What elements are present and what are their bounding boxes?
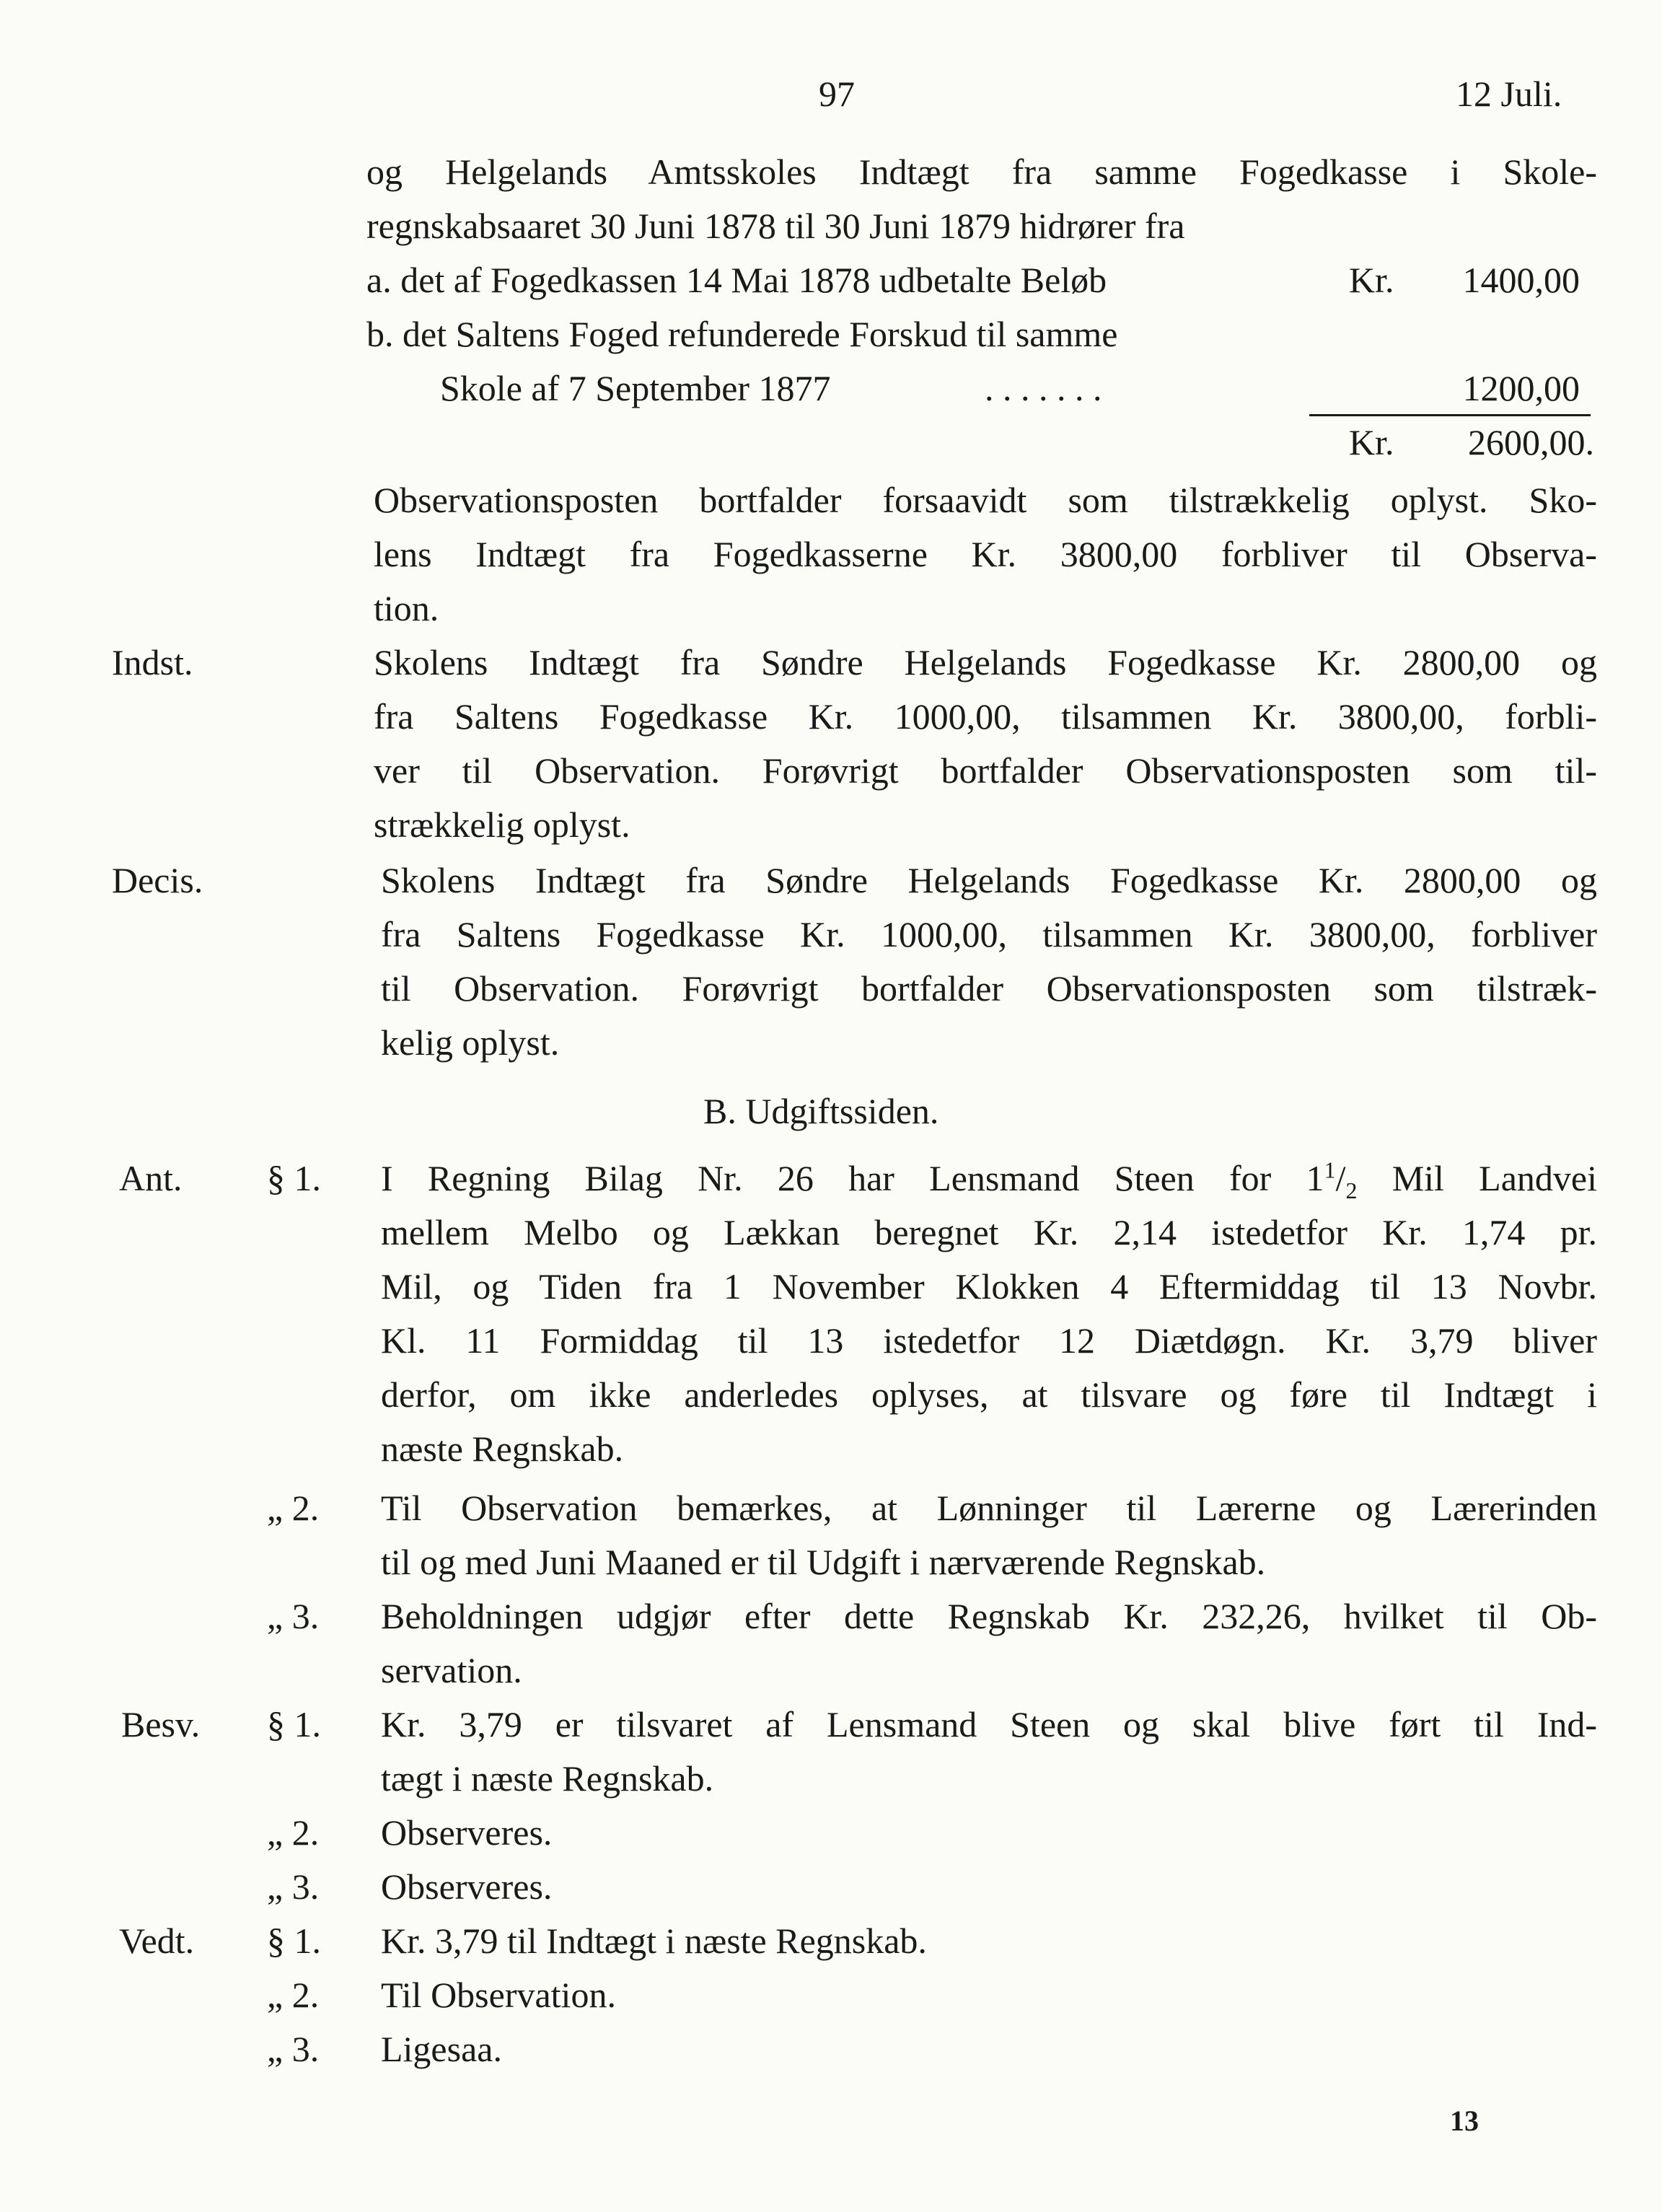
body-line: Observeres. xyxy=(381,1866,553,1907)
paragraph-mark: „ 3. xyxy=(267,1866,320,1907)
dot-leader: . . . . . . . xyxy=(985,368,1102,408)
paragraph-mark: „ 3. xyxy=(267,1596,320,1636)
total-amount: 2600,00. xyxy=(1468,422,1594,462)
item-a-text: a. det af Fogedkassen 14 Mai 1878 udbetalte Beløb xyxy=(366,260,1107,300)
body-line: Til Observation. xyxy=(381,1975,616,2015)
body-line: Kl. 11 Formiddag til 13 istedetfor 12 Diætdøgn. Kr. 3,79 bliver xyxy=(381,1320,1597,1361)
body-line: Skolens Indtægt fra Søndre Helgelands Fogedkasse Kr. 2800,00 og xyxy=(381,860,1597,900)
margin-label-indst: Indst. xyxy=(112,642,193,683)
body-line: Kr. 3,79 til Indtægt i næste Regnskab. xyxy=(381,1921,927,1961)
body-line: Skolens Indtægt fra Søndre Helgelands Fogedkasse Kr. 2800,00 og xyxy=(374,642,1597,683)
body-line: ver til Observation. Forøvrigt bortfalder Observationsposten som til- xyxy=(374,750,1597,791)
sum-rule xyxy=(1309,414,1591,416)
body-line: strækkelig oplyst. xyxy=(374,804,630,845)
body-line: Mil, og Tiden fra 1 November Klokken 4 Eftermiddag til 13 Novbr. xyxy=(381,1266,1597,1307)
item-a-amount: 1400,00 xyxy=(1462,260,1580,300)
margin-label-ant: Ant. xyxy=(119,1158,183,1198)
total-kr: Kr. xyxy=(1349,422,1394,462)
body-line: næste Regnskab. xyxy=(381,1428,624,1469)
margin-label-besv: Besv. xyxy=(121,1704,201,1744)
body-line: lens Indtægt fra Fogedkasserne Kr. 3800,00 forbliver til Observa- xyxy=(374,534,1597,574)
paragraph-mark: „ 2. xyxy=(267,1812,320,1853)
item-b-line: Skole af 7 September 1877 xyxy=(440,368,831,408)
body-line: Observationsposten bortfalder forsaavidt som tilstrækkelig oplyst. Sko- xyxy=(374,480,1597,520)
body-line: Observeres. xyxy=(381,1812,553,1853)
body-line: til Observation. Forøvrigt bortfalder Observationsposten som tilstræk- xyxy=(381,968,1597,1009)
margin-label-vedt: Vedt. xyxy=(119,1921,195,1961)
margin-label-decis: Decis. xyxy=(112,860,203,900)
body-line: regnskabsaaret 30 Juni 1878 til 30 Juni 1879 hidrører fra xyxy=(366,206,1185,246)
body-line: I Regning Bilag Nr. 26 har Lensmand Steen for $1^1/_2$ Mil Landvei xyxy=(381,1157,1598,1203)
body-line: mellem Melbo og Lækkan beregnet Kr. 2,14 istedetfor Kr. 1,74 pr. xyxy=(381,1212,1597,1252)
body-line: servation. xyxy=(381,1650,522,1690)
item-a-kr: Kr. xyxy=(1349,260,1394,300)
body-line: Beholdningen udgjør efter dette Regnskab Kr. 232,26, hvilket til Ob- xyxy=(381,1596,1597,1636)
body-line: kelig oplyst. xyxy=(381,1022,560,1063)
body-line: fra Saltens Fogedkasse Kr. 1000,00, tilsammen Kr. 3800,00, forbliver xyxy=(381,914,1597,954)
body-line: derfor, om ikke anderledes oplyses, at tilsvare og føre til Indtægt i xyxy=(381,1374,1597,1415)
paragraph-mark: § 1. xyxy=(267,1921,321,1961)
body-line: Ligesaa. xyxy=(381,2029,502,2069)
body-line: tægt i næste Regnskab. xyxy=(381,1758,714,1799)
body-line: til og med Juni Maaned er til Udgift i nærværende Regnskab. xyxy=(381,1542,1266,1582)
body-line: Kr. 3,79 er tilsvaret af Lensmand Steen og skal blive ført til Ind- xyxy=(381,1704,1597,1744)
paragraph-mark: § 1. xyxy=(267,1158,321,1198)
header-date: 12 Juli. xyxy=(1456,74,1562,114)
paragraph-mark: „ 2. xyxy=(267,1975,320,2015)
paragraph-mark: „ 2. xyxy=(267,1488,320,1528)
body-line: fra Saltens Fogedkasse Kr. 1000,00, tilsammen Kr. 3800,00, forbli- xyxy=(374,696,1597,737)
signature-mark: 13 xyxy=(1450,2105,1479,2137)
body-line: og Helgelands Amtsskoles Indtægt fra samme Fogedkasse i Skole- xyxy=(366,152,1597,192)
item-b-line: b. det Saltens Foged refunderede Forskud til samme xyxy=(366,314,1118,354)
body-line: tion. xyxy=(374,588,439,628)
section-heading: B. Udgiftssiden. xyxy=(703,1091,939,1131)
body-line: Til Observation bemærkes, at Lønninger til Lærerne og Lærerinden xyxy=(381,1488,1597,1528)
item-b-amount: 1200,00 xyxy=(1462,368,1580,408)
page-number: 97 xyxy=(819,74,855,114)
paragraph-mark: „ 3. xyxy=(267,2029,320,2069)
paragraph-mark: § 1. xyxy=(267,1704,321,1744)
